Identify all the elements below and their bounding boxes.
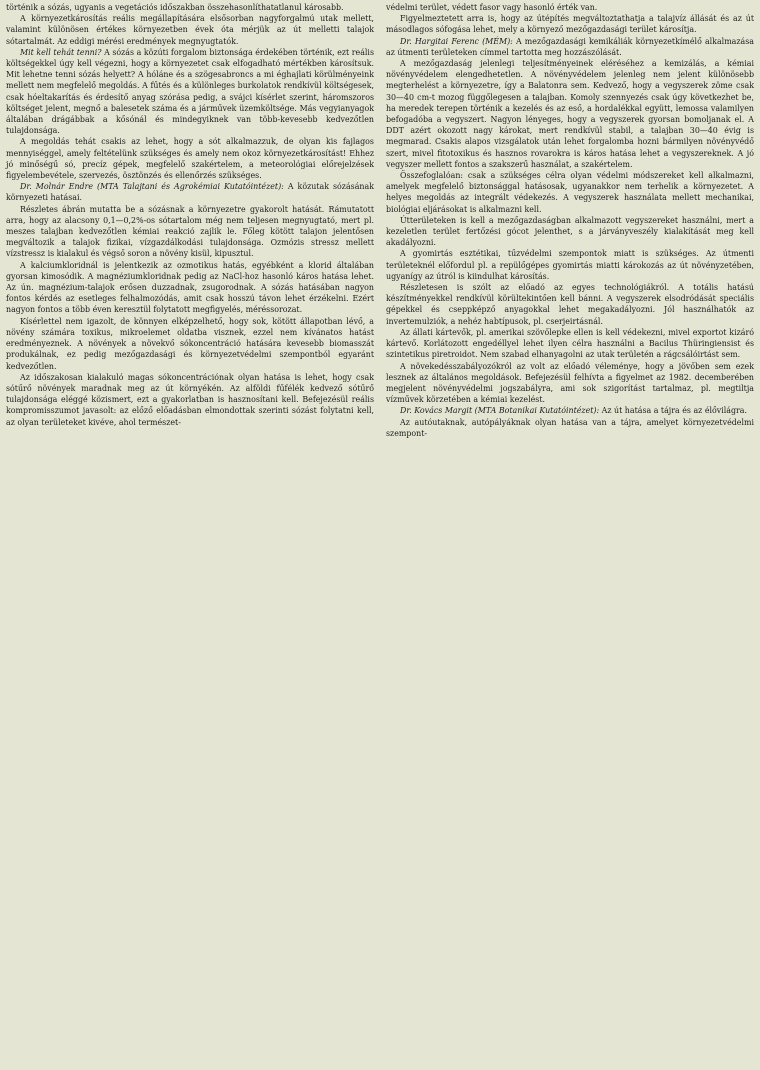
speaker-name: Dr. Hargitai Ferenc (MÉM): bbox=[400, 36, 513, 46]
paragraph: Mit kell tehát tenni? A sózás a közúti forgalom biztonsága érdekében történik, ezt reális költségekkel úgy kell végezni, hogy a környezetet csak elfogadható mértékben károsítsuk. Mit lehetne tenni sózás helyett? A hóláne és a szögesabroncs a mi éghajlati körülményeink mellett nem megfelelő megoldás. A fűtés és a különleges burkolatok rendkívül költségesek, csak hóeltakarítás és érdesítő anyag szórása pedig, a svájci kísérlet szerint, háromszoros költséget jelent, megnő a balesetek száma és a járművek üzemköltsége. Más vegyianyagok általában drágábbak a kősónál és mindegyiknek van több-kevesebb kedvezőtlen tulajdonsága. bbox=[6, 47, 374, 136]
paragraph: Az autóutaknak, autópályáknak olyan hatása van a tájra, amelyet környezetvédelmi szempont- bbox=[386, 417, 754, 438]
paragraph: Az állati kártevők, pl. amerikai szövőlepke ellen is kell védekezni, mivel exportot kizáró kártevő. Korlátozott engedéllyel lehet ilyen célra használni a Bacilus Thüringiensist és szintetikus piretroidot. Nem szabad elhanyagolni az utak területén a rágcsálóirtást sem. bbox=[386, 327, 754, 360]
speaker-paragraph: Dr. Hargitai Ferenc (MÉM): A mezőgazdasági kemikáliák környezetkímélő alkalmazása az útmenti területeken címmel tartotta meg hozzászólását. bbox=[386, 36, 754, 57]
paragraph: Figyelmeztetett arra is, hogy az útépítés megváltoztathatja a talajvíz állását és az út másodlagos sófogása lehet, mely a környező mezőgazdasági terület károsítja. bbox=[386, 14, 754, 35]
left-column bbox=[6, 2, 374, 1070]
paragraph: A mezőgazdaság jelenlegi teljesítményeinek eléréséhez a kemizálás, a kémiai növényvédelem elengedhetetlen. A növényvédelem jelenleg nem jelent különösebb megterhelést a környezetre, így a Balatonra sem. Kedvező, hogy a vegyszerek zöme csak 30—40 cm-t mozog függőlegesen a talajban. Komoly szennyezés csak úgy következhet be, ha meredek terepen történik a kezelés és az eső, a hordalékkal együtt, lemossa valamilyen befogadóba a vegyszert. Nagyon lényeges, hogy a vegyszerek gyorsan bomoljanak el. A DDT azért okozott nagy károkat, mert rendkívül stabil, a talajban 30—40 évig is megmarad. Csakis alapos vizsgálatok után lehet forgalomba hozni bármilyen növényvédő szert, mivel fitotoxikus és hasznos rovarokra is káros hatása lehet a vegyszereknek. A jó vegyszer mellett fontos a szakszerű használat, a szakértelem. bbox=[386, 59, 754, 169]
paragraph: A kalciumkloridnál is jelentkezik az ozmotikus hatás, egyébként a klorid általában gyorsan kimosódik. A magnéziumkloridnak pedig az NaCl-hoz hasonló káros hatása lehet. Az ún. magnézium-talajok erősen duzzadnak, zsugorodnak. A sózás hatásában nagyon fontos kérdés az esetleges felhalmozódás, amit csak hosszú távon lehet érzékelni. Ezért nagyon fontos a több éven keresztül folytatott megfigyelés, méréssorozat. bbox=[6, 260, 374, 315]
speaker-name: Dr. Molnár Endre (MTA Talajtani és Agrokémiai Kutatóintézet): bbox=[20, 182, 284, 192]
paragraph: Kísérlettel nem igazolt, de könnyen elképzelhető, hogy sok, kötött állapotban lévő, a növény számára toxikus, mikroelemet oldatba visznek, ezzel nem kívánatos hatást eredményeznek. A növények a növekvő sókoncentráció hatására kevesebb biomasszát produkálnak, ez pedig mezőgazdasági és környezetvédelmi szempontból egyaránt kedvezőtlen. bbox=[6, 316, 374, 371]
paragraph: A gyomirtás esztétikai, tűzvédelmi szempontok miatt is szükséges. Az útmenti területeknél előfordul pl. a repülőgépes gyomirtás miatti károkozás az út növényzetében, ugyanígy az útról is kiindulhat károsítás. bbox=[386, 249, 754, 281]
paragraph: A növekedésszabályozókról az volt az előadó véleménye, hogy a jövőben sem ezek lesznek az általános megoldások. Befejezésül felhívta a figyelmet az 1982. decemberében megjelent növényvédelmi jogszabályra, ami sok szigorítást tartalmaz, pl. megtiltja vízművek körzetében a kémiai kezelést. bbox=[386, 361, 754, 405]
paragraph: A megoldás tehát csakis az lehet, hogy a sót alkalmazzuk, de olyan kis fajlagos mennyiséggel, amely feltételünk szükséges és amely nem okoz környezetkárosítást! Ehhez jó minőségű só, precíz gépek, megfelelő szakértelem, a meteorológiai előrejelzések figyelembevétele, szervezés, ösztönzés és ellenőrzés szükséges. bbox=[6, 137, 374, 181]
paragraph: Részletesen is szólt az előadó az egyes technológiákról. A totális hatású készítményekkel rendkívül körültekintően kell bánni. A vegyszerek elsodródását speciális gépekkel és cseppképző anyagokkal lehet megakadályozni. Jól használhatók az invertemulziók, a nehéz habtípusok, pl. cserjeirtásnál. bbox=[386, 283, 754, 326]
paragraph: Részletes ábrán mutatta be a sózásnak a környezetre gyakorolt hatását. Rámutatott arra, hogy az alacsony 0,1—0,2%-os sótartalom még nem teljesen megnyugtató, mert pl. meszes talajban kedvezőtlen kémiai reakció zajlik le. Főleg kötött talajon jelentősen megváltozik a talajok fizikai, vízgazdálkodási tulajdonsága. Ozmózis stressz mellett vízstressz is kialakul és végső soron a növény kisül, kipusztul. bbox=[6, 204, 374, 259]
speaker-paragraph: Dr. Molnár Endre (MTA Talajtani és Agrokémiai Kutatóintézet): A közutak sózásának környezeti hatásai. bbox=[6, 182, 374, 203]
paragraph: történik a sózás, ugyanis a vegetációs időszakban összehasonlíthatatlanul károsabb. bbox=[6, 3, 344, 12]
paragraph: Az időszakosan kialakuló magas sókoncentrációnak olyan hatása is lehet, hogy csak sótűrő növények maradnak meg az út környékén. Az alföldi fűfélék kedvező sótűrő tulajdonsága eléggé közismert, ezt a gyakorlatban is hasznosítani kell. Befejezésül reális kompromisszumot javasolt: az előző előadásban elmondottak szerinti sózást folytatni kell, az olyan területeket kivéve, ahol természet- bbox=[6, 372, 374, 427]
paragraph: Összefoglalóan: csak a szükséges célra olyan védelmi módszereket kell alkalmazni, amelyek megfelelő biztonsággal hatásosak, ugyanakkor nem terhelik a környezetet. A helyes megoldás az integrált védekezés. A vegyszerek használata mellett mechanikai, biológiai eljárásokat is alkalmazni kell. bbox=[386, 171, 754, 214]
italic-lead: Mit kell tehát tenni? bbox=[20, 47, 102, 57]
paragraph: Útterületeken is kell a mezőgazdaságban alkalmazott vegyszereket használni, mert a kezeletlen terület fertőzési gócot jelenthet, s a járványveszély kialakítását meg kell akadályozni. bbox=[386, 215, 754, 248]
speaker-paragraph: Dr. Kovács Margit (MTA Botanikai Kutatóintézet): Az út hatása a tájra és az élővilágra. bbox=[400, 406, 748, 416]
paragraph: A környezetkárosítás reális megállapítására elsősorban nagyforgalmú utak mellett, valamint különösen értékes környezetben évek óta mérjük az út melletti talajok sótartalmát. Az eddigi mérési eredmények megnyugtatók. bbox=[6, 14, 374, 46]
right-column bbox=[386, 2, 754, 1070]
paragraph: védelmi terület, védett fasor vagy hasonló érték van. bbox=[386, 3, 598, 12]
speaker-name: Dr. Kovács Margit (MTA Botanikai Kutatóintézet): bbox=[400, 406, 600, 416]
